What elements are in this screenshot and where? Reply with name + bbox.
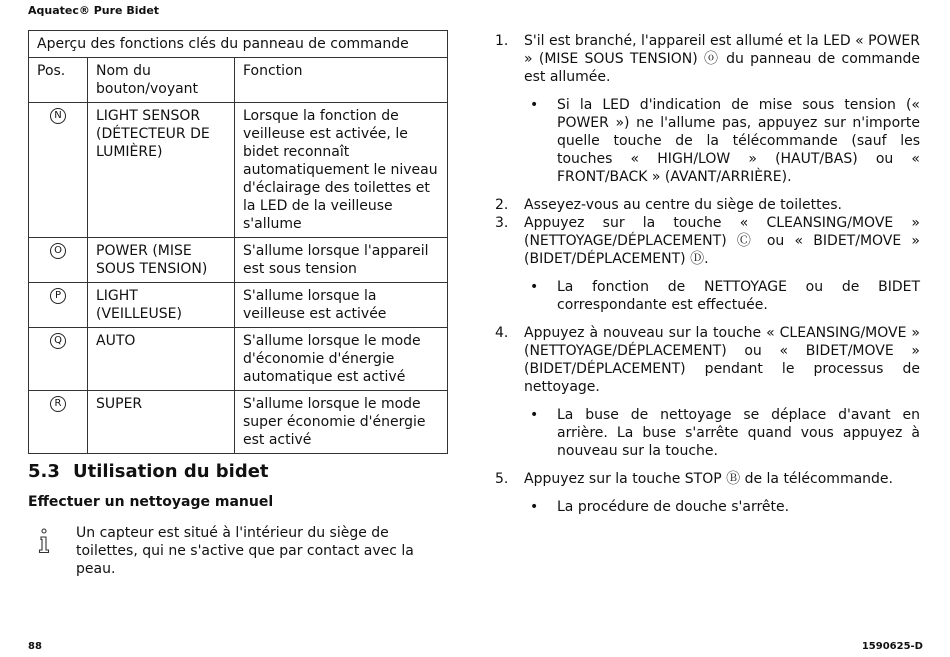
info-note: Un capteur est situé à l'intérieur du siège de toilettes, qui ne s'active que par contact avec la peau. bbox=[76, 525, 414, 577]
section-heading bbox=[28, 461, 269, 482]
table-caption: Aperçu des fonctions clés du panneau de commande bbox=[29, 31, 448, 58]
row-name: POWER (MISE SOUS TENSION) bbox=[88, 238, 235, 283]
step-number: 1. bbox=[495, 33, 509, 49]
table-row bbox=[29, 103, 448, 238]
row-function: S'allume lorsque la veilleuse est activée bbox=[235, 283, 448, 328]
bullet-dot: • bbox=[530, 407, 539, 423]
step-text: Asseyez-vous au centre du siège de toilettes. bbox=[524, 197, 842, 213]
table-row bbox=[29, 283, 448, 328]
section-number: 5.3 bbox=[28, 461, 60, 482]
step-5 bbox=[495, 470, 920, 488]
bullet-dot: • bbox=[530, 97, 539, 113]
pos-n-symbol: N bbox=[50, 108, 66, 124]
pos-p-symbol: P bbox=[50, 288, 66, 304]
row-function: S'allume lorsque l'appareil est sous tension bbox=[235, 238, 448, 283]
step-text: Appuyez sur la touche « CLEANSING/MOVE » (NETTOYAGE/DÉPLACEMENT) Ⓒ ou « BIDET/MOVE » (BIDET/DÉPLACEMENT) Ⓓ. bbox=[524, 215, 920, 267]
step-4-bullet bbox=[495, 406, 920, 460]
step-text: S'il est branché, l'appareil est allumé et la LED « POWER » (MISE SOUS TENSION) ⓞ du panneau de commande est allumée. bbox=[524, 33, 920, 85]
table-row bbox=[29, 328, 448, 391]
table-row bbox=[29, 391, 448, 454]
step-number: 2. bbox=[495, 197, 509, 213]
pos-o-symbol: O bbox=[50, 243, 66, 259]
row-name: AUTO bbox=[88, 328, 235, 391]
bullet-text: La fonction de NETTOYAGE ou de BIDET correspondante est effectuée. bbox=[557, 279, 920, 313]
document-header: Aquatec® Pure Bidet bbox=[28, 4, 160, 17]
info-icon bbox=[36, 528, 52, 554]
procedure-steps bbox=[495, 32, 920, 526]
step-text: Appuyez à nouveau sur la touche « CLEANSING/MOVE » (NETTOYAGE/DÉPLACEMENT) ou « BIDET/MOVE » (BIDET/DÉPLACEMENT) pendant le processus de nettoyage. bbox=[524, 325, 920, 395]
pos-q-symbol: Q bbox=[50, 333, 66, 349]
col-header-function: Fonction bbox=[235, 58, 448, 103]
bullet-dot: • bbox=[530, 499, 539, 515]
bullet-text: La buse de nettoyage se déplace d'avant en arrière. La buse s'arrête quand vous appuyez à nouveau sur la touche. bbox=[557, 407, 920, 459]
bullet-dot: • bbox=[530, 279, 539, 295]
subsection-heading: Effectuer un nettoyage manuel bbox=[28, 494, 274, 510]
step-number: 3. bbox=[495, 215, 509, 231]
step-5-bullet bbox=[495, 498, 920, 516]
step-4 bbox=[495, 324, 920, 396]
step-1-bullet bbox=[495, 96, 920, 186]
bullet-text: Si la LED d'indication de mise sous tension (« POWER ») ne l'allume pas, appuyez sur n'importe quelle touche de la télécommande (sauf les touches « HIGH/LOW » (HAUT/BAS) ou « FRONT/BACK » (AVANT/ARRIÈRE). bbox=[557, 97, 920, 185]
step-2 bbox=[495, 196, 920, 214]
row-function: S'allume lorsque le mode super économie d'énergie est activé bbox=[235, 391, 448, 454]
row-name: SUPER bbox=[88, 391, 235, 454]
bullet-text: La procédure de douche s'arrête. bbox=[557, 499, 790, 515]
row-name: LIGHT SENSOR (DÉTECTEUR DE LUMIÈRE) bbox=[88, 103, 235, 238]
col-header-name: Nom du bouton/voyant bbox=[88, 58, 235, 103]
step-1 bbox=[495, 32, 920, 86]
row-function: Lorsque la fonction de veilleuse est activée, le bidet reconnaît automatiquement le niveau d'éclairage des toilettes et la LED de la veilleuse s'allume bbox=[235, 103, 448, 238]
step-3 bbox=[495, 214, 920, 268]
row-function: S'allume lorsque le mode d'économie d'énergie automatique est activé bbox=[235, 328, 448, 391]
table-row bbox=[29, 238, 448, 283]
step-number: 5. bbox=[495, 471, 509, 487]
section-title: Utilisation du bidet bbox=[73, 461, 269, 482]
col-header-pos: Pos. bbox=[29, 58, 88, 103]
step-text: Appuyez sur la touche STOP Ⓑ de la télécommande. bbox=[524, 471, 893, 487]
page-number: 88 bbox=[28, 641, 42, 652]
pos-r-symbol: R bbox=[50, 396, 66, 412]
step-3-bullet bbox=[495, 278, 920, 314]
step-number: 4. bbox=[495, 325, 509, 341]
row-name: LIGHT (VEILLEUSE) bbox=[88, 283, 235, 328]
control-panel-table bbox=[28, 30, 448, 454]
document-id: 1590625-D bbox=[861, 641, 923, 652]
